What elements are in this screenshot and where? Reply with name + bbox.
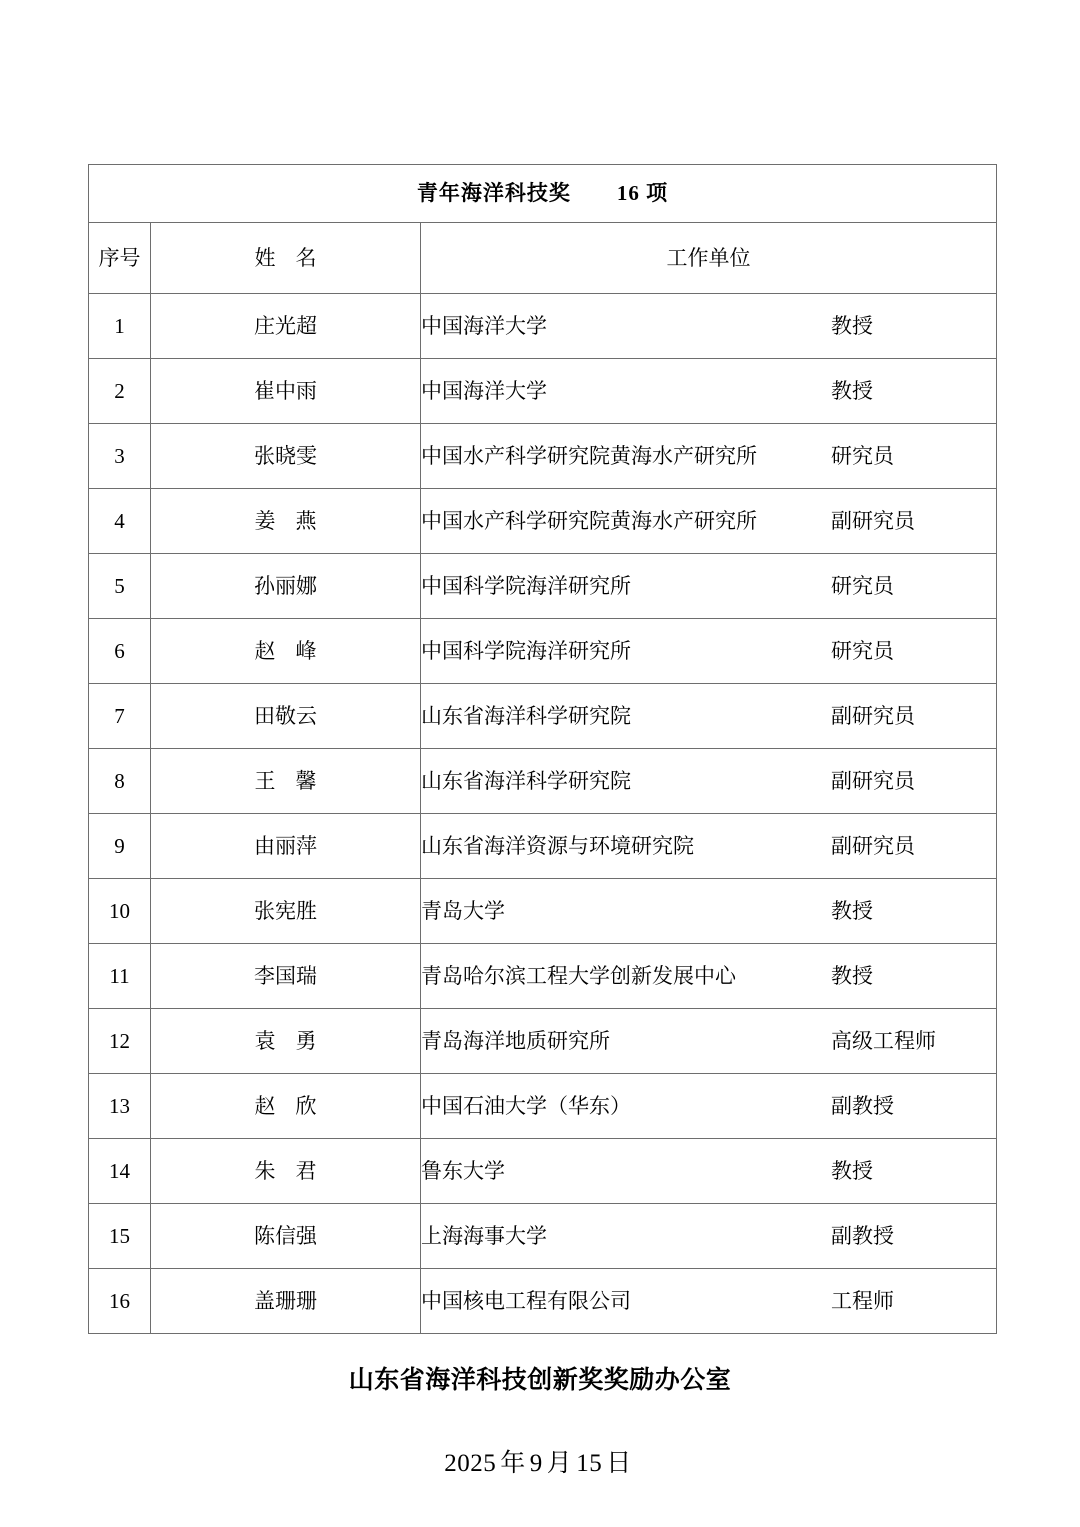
row-organization-cell bbox=[421, 619, 997, 684]
row-name bbox=[151, 1009, 421, 1074]
column-header-organization: 工作单位 bbox=[421, 223, 997, 294]
date-year: 2025 bbox=[444, 1450, 497, 1477]
row-name: 崔中雨 bbox=[151, 359, 421, 424]
table-body bbox=[89, 165, 997, 1334]
row-name-part-b: 勇 bbox=[295, 1028, 317, 1053]
row-name-part-a: 姜 bbox=[254, 508, 276, 533]
row-name: 李国瑞 bbox=[151, 944, 421, 1009]
row-organization: 山东省海洋科学研究院 bbox=[421, 703, 631, 728]
row-position: 教授 bbox=[831, 313, 873, 338]
table-row bbox=[89, 359, 997, 424]
table-row bbox=[89, 1269, 997, 1334]
row-organization: 鲁东大学 bbox=[421, 1158, 505, 1183]
row-organization: 中国科学院海洋研究所 bbox=[421, 638, 631, 663]
row-name-part-b: 馨 bbox=[295, 768, 317, 793]
row-name-part-a: 朱 bbox=[254, 1158, 276, 1183]
row-index: 16 bbox=[89, 1269, 151, 1334]
table-title-row bbox=[89, 165, 997, 223]
row-organization: 青岛哈尔滨工程大学创新发展中心 bbox=[421, 963, 736, 988]
row-position: 教授 bbox=[831, 1158, 873, 1183]
row-position: 研究员 bbox=[831, 443, 894, 468]
award-count: 16 项 bbox=[616, 181, 669, 206]
row-position: 副教授 bbox=[831, 1093, 894, 1118]
row-name: 由丽萍 bbox=[151, 814, 421, 879]
row-name-part-a: 袁 bbox=[254, 1028, 276, 1053]
row-name bbox=[151, 1074, 421, 1139]
column-header-name-part-a: 姓 bbox=[254, 245, 276, 270]
date-month-unit: 月 bbox=[546, 1450, 573, 1477]
row-index: 11 bbox=[89, 944, 151, 1009]
row-name-part-b: 燕 bbox=[295, 508, 317, 533]
date-day: 15 bbox=[576, 1450, 603, 1477]
date-day-unit: 日 bbox=[606, 1450, 632, 1477]
row-name-part-a: 赵 bbox=[254, 1093, 276, 1118]
row-position: 教授 bbox=[831, 963, 873, 988]
row-organization-cell bbox=[421, 1204, 997, 1269]
row-name: 陈信强 bbox=[151, 1204, 421, 1269]
row-position: 研究员 bbox=[831, 638, 894, 663]
row-position: 副研究员 bbox=[831, 703, 915, 728]
row-organization: 中国海洋大学 bbox=[421, 313, 547, 338]
row-position: 教授 bbox=[831, 898, 873, 923]
table-row bbox=[89, 294, 997, 359]
row-name: 盖珊珊 bbox=[151, 1269, 421, 1334]
row-organization-cell bbox=[421, 749, 997, 814]
row-organization: 中国水产科学研究院黄海水产研究所 bbox=[421, 443, 757, 468]
row-organization: 中国石油大学（华东） bbox=[421, 1093, 631, 1118]
table-row bbox=[89, 424, 997, 489]
date-month: 9 bbox=[529, 1450, 543, 1477]
row-organization: 山东省海洋科学研究院 bbox=[421, 768, 631, 793]
row-index: 12 bbox=[89, 1009, 151, 1074]
award-recipients-table bbox=[88, 164, 997, 1334]
row-index: 3 bbox=[89, 424, 151, 489]
row-organization-cell bbox=[421, 814, 997, 879]
table-row bbox=[89, 1204, 997, 1269]
row-position: 副研究员 bbox=[831, 508, 915, 533]
row-organization: 中国水产科学研究院黄海水产研究所 bbox=[421, 508, 757, 533]
document-footer bbox=[0, 1360, 1080, 1479]
row-organization-cell bbox=[421, 424, 997, 489]
row-name: 庄光超 bbox=[151, 294, 421, 359]
row-organization: 山东省海洋资源与环境研究院 bbox=[421, 833, 694, 858]
row-name: 孙丽娜 bbox=[151, 554, 421, 619]
row-organization-cell bbox=[421, 879, 997, 944]
table-row bbox=[89, 619, 997, 684]
row-organization: 中国科学院海洋研究所 bbox=[421, 573, 631, 598]
row-organization: 中国核电工程有限公司 bbox=[421, 1288, 631, 1313]
row-name: 张晓雯 bbox=[151, 424, 421, 489]
column-header-name-part-b: 名 bbox=[295, 245, 317, 270]
row-name-part-b: 君 bbox=[295, 1158, 317, 1183]
column-header-index: 序号 bbox=[89, 223, 151, 294]
row-organization: 上海海事大学 bbox=[421, 1223, 547, 1248]
row-position: 教授 bbox=[831, 378, 873, 403]
table-row bbox=[89, 684, 997, 749]
row-organization-cell bbox=[421, 489, 997, 554]
table-row bbox=[89, 879, 997, 944]
row-organization-cell bbox=[421, 1009, 997, 1074]
row-name-part-b: 峰 bbox=[295, 638, 317, 663]
row-name: 张宪胜 bbox=[151, 879, 421, 944]
row-position: 副研究员 bbox=[831, 768, 915, 793]
row-name: 田敬云 bbox=[151, 684, 421, 749]
row-organization-cell bbox=[421, 359, 997, 424]
row-index: 5 bbox=[89, 554, 151, 619]
row-name bbox=[151, 489, 421, 554]
row-organization-cell bbox=[421, 1139, 997, 1204]
table-header-row bbox=[89, 223, 997, 294]
table-title-cell bbox=[89, 165, 997, 223]
row-name-part-b: 欣 bbox=[295, 1093, 317, 1118]
row-index: 2 bbox=[89, 359, 151, 424]
row-index: 7 bbox=[89, 684, 151, 749]
issuing-office: 山东省海洋科技创新奖奖励办公室 bbox=[348, 1367, 732, 1394]
row-index: 1 bbox=[89, 294, 151, 359]
row-organization-cell bbox=[421, 684, 997, 749]
row-index: 14 bbox=[89, 1139, 151, 1204]
row-index: 8 bbox=[89, 749, 151, 814]
row-index: 13 bbox=[89, 1074, 151, 1139]
table-row bbox=[89, 554, 997, 619]
row-organization: 中国海洋大学 bbox=[421, 378, 547, 403]
row-organization-cell bbox=[421, 294, 997, 359]
table-row bbox=[89, 1009, 997, 1074]
row-name-part-a: 赵 bbox=[254, 638, 276, 663]
row-index: 6 bbox=[89, 619, 151, 684]
row-position: 研究员 bbox=[831, 573, 894, 598]
row-name bbox=[151, 1139, 421, 1204]
date-year-unit: 年 bbox=[500, 1450, 526, 1477]
row-organization-cell bbox=[421, 1074, 997, 1139]
issue-date bbox=[0, 1443, 1080, 1479]
table-row bbox=[89, 1139, 997, 1204]
column-header-name bbox=[151, 223, 421, 294]
table-row bbox=[89, 944, 997, 1009]
table-row bbox=[89, 1074, 997, 1139]
table-row bbox=[89, 489, 997, 554]
row-name-part-a: 王 bbox=[254, 768, 276, 793]
table-row bbox=[89, 749, 997, 814]
row-index: 15 bbox=[89, 1204, 151, 1269]
award-title: 青年海洋科技奖 bbox=[416, 181, 571, 206]
table-row bbox=[89, 814, 997, 879]
row-organization: 青岛大学 bbox=[421, 898, 505, 923]
row-index: 10 bbox=[89, 879, 151, 944]
row-position: 副教授 bbox=[831, 1223, 894, 1248]
row-index: 4 bbox=[89, 489, 151, 554]
row-organization: 青岛海洋地质研究所 bbox=[421, 1028, 610, 1053]
row-organization-cell bbox=[421, 1269, 997, 1334]
row-organization-cell bbox=[421, 944, 997, 1009]
row-position: 工程师 bbox=[831, 1288, 894, 1313]
row-name bbox=[151, 619, 421, 684]
row-position: 副研究员 bbox=[831, 833, 915, 858]
row-position: 高级工程师 bbox=[831, 1028, 936, 1053]
row-index: 9 bbox=[89, 814, 151, 879]
row-name bbox=[151, 749, 421, 814]
row-organization-cell bbox=[421, 554, 997, 619]
